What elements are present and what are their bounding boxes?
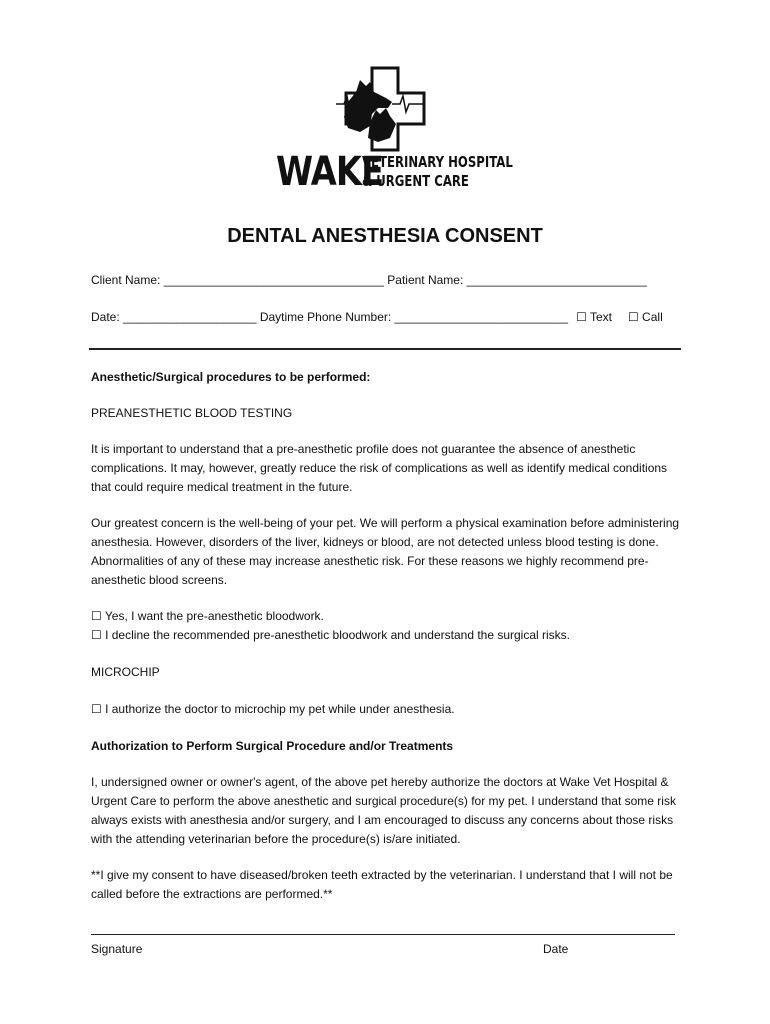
hospital-logo (274, 62, 513, 195)
blood-testing-paragraph-2: Our greatest concern is the well-being of your pet. We will perform a physical examination before administering anesthesia. However, disorders of the liver, kidneys or blood, are not detected unless blood testing is done. Abnormalities of any of these may increase anesthetic risk. For these reasons we highly recommend pre-anesthetic blood screens. (91, 516, 680, 587)
blood-testing-heading: PREANESTHETIC BLOOD TESTING (91, 406, 293, 420)
authorization-paragraph: I, undersigned owner or owner's agent, of the above pet hereby authorize the doctors at Wake Vet Hospital & Urgent Care to perform the above anesthetic and surgical procedure(s) for my pet. I understand that some risk always exists with anesthesia and/or surgery, and I am encouraged to discuss any concerns about those risks with the attending veterinarian before the procedure(s) is/are initiated. (91, 775, 676, 846)
authorization-heading: Authorization to Perform Surgical Procedure and/or Treatments (91, 739, 454, 753)
signature-line[interactable] (91, 934, 675, 935)
bloodwork-yes-checkbox[interactable]: ☐ Yes, I want the pre-anesthetic bloodwork. (91, 609, 324, 623)
logo-wake-text: WAKE (276, 149, 384, 195)
page-title: DENTAL ANESTHESIA CONSENT (227, 225, 543, 247)
signature-label: Signature (91, 942, 143, 956)
client-patient-name-fields[interactable]: Client Name: _________________________________ Patient Name: ___________________________ (91, 273, 647, 287)
date-phone-blank[interactable]: Date: ____________________ Daytime Phone Number: __________________________ (91, 310, 569, 324)
microchip-heading: MICROCHIP (91, 665, 160, 679)
call-option-checkbox[interactable]: ☐ Call (627, 310, 663, 324)
bloodwork-decline-checkbox[interactable]: ☐ I decline the recommended pre-anesthetic bloodwork and understand the surgical risks. (91, 628, 571, 642)
header-divider (89, 348, 681, 350)
text-option-checkbox[interactable]: ☐ Text (576, 310, 612, 324)
microchip-authorize-checkbox[interactable]: ☐ I authorize the doctor to microchip my pet while under anesthesia. (91, 702, 455, 716)
logo-veterinary-hospital-text: VETERINARY HOSPITAL (362, 153, 513, 171)
extraction-consent-statement: **I give my consent to have diseased/broken teeth extracted by the veterinarian. I understand that I will not be called before the extractions are performed.** (91, 868, 673, 901)
logo-urgent-care-text: & URGENT CARE (362, 172, 469, 190)
cross-dog-cat-heartbeat-icon (274, 62, 504, 152)
procedures-heading: Anesthetic/Surgical procedures to be performed: (91, 370, 371, 384)
date-label: Date (543, 942, 569, 956)
blood-testing-paragraph-1: It is important to understand that a pre-anesthetic profile does not guarantee the absence of anesthetic complications. It may, however, greatly reduce the risk of complications as well as identify medical conditions that could require medical treatment in the future. (91, 442, 668, 494)
date-phone-fields (91, 309, 663, 325)
